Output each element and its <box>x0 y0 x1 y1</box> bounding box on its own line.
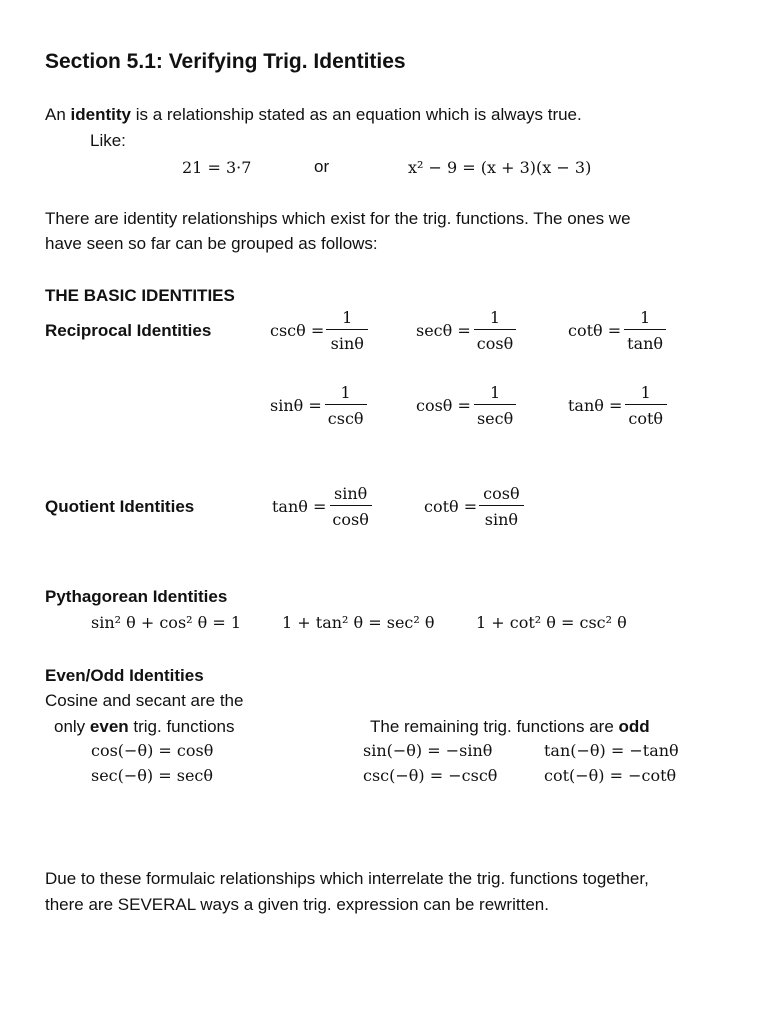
fraction <box>624 383 667 428</box>
identity-definition <box>45 105 582 125</box>
pythagorean-label: Pythagorean Identities <box>45 587 228 606</box>
page-title: Section 5.1: Verifying Trig. Identities <box>45 50 406 73</box>
odd-identity-tan: tan(−θ) = −tanθ <box>544 741 679 760</box>
closing-line-1: Due to these formulaic relationships which interrelate the trig. functions together, <box>45 869 649 888</box>
basic-identities-heading: THE BASIC IDENTITIES <box>45 286 235 305</box>
reciprocal-sin <box>270 383 368 428</box>
numerator: 1 <box>625 383 667 405</box>
fraction <box>326 308 368 353</box>
reciprocal-tan <box>568 383 667 428</box>
pythagorean-identity-3: 1 + cot² θ = csc² θ <box>476 613 627 632</box>
denominator: cscθ <box>327 409 364 428</box>
example-2: x² − 9 = (x + 3)(x − 3) <box>408 158 592 177</box>
denominator: sinθ <box>330 334 364 353</box>
quotient-tan <box>272 484 373 529</box>
example-1: 21 = 3·7 <box>182 158 252 177</box>
numerator: 1 <box>624 308 666 330</box>
odd-bold: odd <box>618 717 650 736</box>
like-label: Like: <box>90 131 126 150</box>
paragraph-line-2: have seen so far can be grouped as follows: <box>45 234 378 253</box>
denominator: cosθ <box>332 510 369 529</box>
lhs: cotθ = <box>424 497 478 516</box>
fraction <box>324 383 368 428</box>
even-post: trig. functions <box>128 717 235 736</box>
fraction <box>479 484 523 529</box>
fraction <box>328 484 372 529</box>
reciprocal-csc <box>270 308 368 353</box>
intro-bold-word: identity <box>70 105 131 124</box>
even-identity-sec: sec(−θ) = secθ <box>91 766 214 785</box>
numerator: sinθ <box>330 484 372 506</box>
numerator: cosθ <box>479 484 523 506</box>
denominator: tanθ <box>627 334 664 353</box>
reciprocal-label: Reciprocal Identities <box>45 321 212 340</box>
intro-post: is a relationship stated as an equation which is always true. <box>130 105 582 124</box>
lhs: cscθ = <box>270 321 325 340</box>
denominator: sinθ <box>484 510 518 529</box>
numerator: 1 <box>325 383 367 405</box>
fraction <box>623 308 667 353</box>
even-description-line-2 <box>54 717 235 737</box>
even-description-line-1: Cosine and secant are the <box>45 691 244 710</box>
paragraph-line-1: There are identity relationships which exist for the trig. functions. The ones we <box>45 209 631 228</box>
lhs: sinθ = <box>270 396 322 415</box>
odd-description <box>370 717 650 737</box>
denominator: secθ <box>476 409 514 428</box>
intro-pre: An <box>45 105 71 124</box>
denominator: cotθ <box>628 409 664 428</box>
even-pre: only <box>54 717 90 736</box>
fraction <box>473 308 517 353</box>
lhs: cosθ = <box>416 396 471 415</box>
numerator: 1 <box>474 383 516 405</box>
odd-identity-sin: sin(−θ) = −sinθ <box>363 741 493 760</box>
pythagorean-identity-2: 1 + tan² θ = sec² θ <box>282 613 435 632</box>
pythagorean-identity-1: sin² θ + cos² θ = 1 <box>91 613 242 632</box>
or-label: or <box>314 157 330 176</box>
quotient-cot <box>424 484 524 529</box>
lhs: secθ = <box>416 321 471 340</box>
numerator: 1 <box>474 308 516 330</box>
reciprocal-cot <box>568 308 667 353</box>
numerator: 1 <box>326 308 368 330</box>
odd-pre: The remaining trig. functions are <box>370 717 619 736</box>
denominator: cosθ <box>476 334 514 353</box>
even-identity-cos: cos(−θ) = cosθ <box>91 741 214 760</box>
even-odd-label: Even/Odd Identities <box>45 666 204 685</box>
odd-identity-csc: csc(−θ) = −cscθ <box>363 766 498 785</box>
closing-line-2: there are SEVERAL ways a given trig. expression can be rewritten. <box>45 895 549 914</box>
lhs: tanθ = <box>568 396 623 415</box>
fraction <box>473 383 517 428</box>
reciprocal-sec <box>416 308 517 353</box>
lhs: cotθ = <box>568 321 622 340</box>
lhs: tanθ = <box>272 497 327 516</box>
even-bold: even <box>89 717 129 736</box>
reciprocal-cos <box>416 383 517 428</box>
odd-identity-cot: cot(−θ) = −cotθ <box>544 766 677 785</box>
quotient-label: Quotient Identities <box>45 497 195 516</box>
